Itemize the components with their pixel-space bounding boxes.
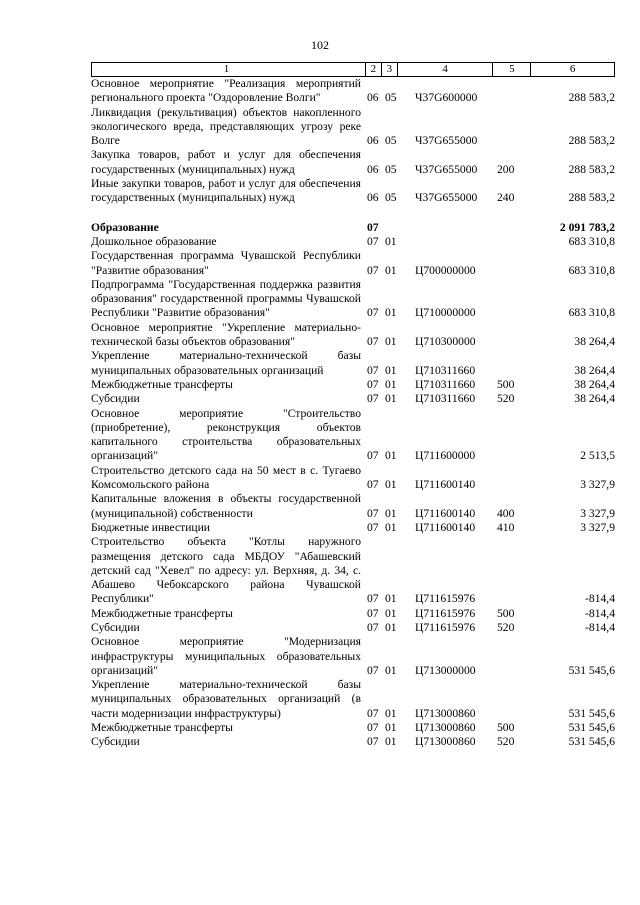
row-section-code: 07 bbox=[367, 449, 379, 463]
row-name: Строительство детского сада на 50 мест в с. Тугаево Комсомольского района bbox=[91, 463, 361, 492]
row-subsection-code: 01 bbox=[385, 735, 397, 749]
row-section-code: 07 bbox=[367, 506, 379, 520]
table-row bbox=[91, 278, 615, 321]
row-target-article: Ц713000860 bbox=[415, 721, 476, 735]
row-amount: 531 545,6 bbox=[568, 721, 615, 735]
row-name: Укрепление материально-технической базы муниципальных образовательных организаций (в части модернизации инфраструктуры) bbox=[91, 678, 361, 720]
table-row bbox=[91, 407, 615, 464]
row-name: Межбюджетные трансферты bbox=[91, 377, 233, 391]
row-amount: 683 310,8 bbox=[568, 234, 615, 248]
row-name: Государственная программа Чувашской Республики "Развитие образования" bbox=[91, 249, 361, 277]
table-row bbox=[91, 721, 615, 735]
row-amount: 38 264,4 bbox=[574, 377, 615, 391]
table-row bbox=[91, 148, 615, 177]
row-subsection-code: 05 bbox=[385, 91, 397, 105]
row-expense-type: 520 bbox=[497, 620, 515, 634]
row-target-article: Ц711615976 bbox=[415, 606, 476, 620]
row-expense-type: 240 bbox=[497, 191, 515, 205]
row-subsection-code: 01 bbox=[385, 377, 397, 391]
row-name: Межбюджетные трансферты bbox=[91, 721, 233, 735]
row-amount: 683 310,8 bbox=[568, 306, 615, 320]
row-name: Бюджетные инвестиции bbox=[91, 520, 211, 534]
table-row bbox=[91, 535, 615, 606]
row-section-code: 07 bbox=[367, 263, 379, 277]
row-target-article: Ц710311660 bbox=[415, 392, 476, 406]
header-col-6: 6 bbox=[530, 63, 614, 76]
header-col-2: 2 bbox=[365, 63, 381, 76]
row-name: Субсидии bbox=[91, 392, 140, 406]
row-subsection-code: 01 bbox=[385, 449, 397, 463]
row-expense-type: 500 bbox=[497, 606, 515, 620]
row-name: Субсидии bbox=[91, 620, 140, 634]
row-expense-type: 520 bbox=[497, 735, 515, 749]
row-expense-type: 200 bbox=[497, 162, 515, 176]
row-subsection-code: 01 bbox=[385, 706, 397, 720]
row-name: Образование bbox=[91, 220, 159, 234]
row-name: Дошкольное образование bbox=[91, 234, 217, 248]
row-expense-type: 400 bbox=[497, 506, 515, 520]
row-target-article: Ч37G600000 bbox=[415, 91, 478, 105]
row-section-code: 07 bbox=[367, 721, 379, 735]
row-target-article: Ц710300000 bbox=[415, 335, 476, 349]
table-row bbox=[91, 106, 615, 149]
table-row bbox=[91, 621, 615, 635]
row-target-article: Ц711615976 bbox=[415, 592, 476, 606]
row-amount: 288 583,2 bbox=[568, 91, 615, 105]
row-expense-type: 410 bbox=[497, 520, 515, 534]
table-row bbox=[91, 321, 615, 350]
row-amount: 38 264,4 bbox=[574, 392, 615, 406]
row-name: Строительство объекта "Котлы наружного размещения детского сада МБДОУ "Абашевский детский сад "Хевел" по адресу: ул. Верхняя, д. 34, с. Абашево Чебоксарского района Чувашской Республики" bbox=[91, 535, 361, 606]
table-row bbox=[91, 678, 615, 721]
table-row bbox=[91, 249, 615, 278]
row-expense-type: 500 bbox=[497, 377, 515, 391]
row-subsection-code: 05 bbox=[385, 191, 397, 205]
row-section-code: 07 bbox=[367, 220, 379, 234]
row-section-code: 07 bbox=[367, 735, 379, 749]
row-name: Основное мероприятие "Строительство (приобретение), реконструкция объектов капитального строительства образовательных организаций" bbox=[91, 406, 361, 463]
row-amount: 531 545,6 bbox=[568, 735, 615, 749]
row-section-code: 07 bbox=[367, 377, 379, 391]
row-name: Основное мероприятие "Укрепление материально-технической базы объектов образования" bbox=[91, 320, 361, 349]
row-section-code: 07 bbox=[367, 392, 379, 406]
table-row bbox=[91, 492, 615, 521]
row-target-article: Ц710311660 bbox=[415, 363, 476, 377]
row-section-code: 06 bbox=[367, 162, 379, 176]
row-target-article: Ч37G655000 bbox=[415, 191, 478, 205]
table-row bbox=[91, 464, 615, 493]
row-subsection-code: 01 bbox=[385, 392, 397, 406]
table-row bbox=[91, 735, 615, 749]
row-amount: 288 583,2 bbox=[568, 134, 615, 148]
row-subsection-code: 01 bbox=[385, 506, 397, 520]
row-target-article: Ц713000000 bbox=[415, 663, 476, 677]
row-amount: 2 091 783,2 bbox=[559, 220, 615, 234]
row-subsection-code: 01 bbox=[385, 234, 397, 248]
row-target-article: Ц711600140 bbox=[415, 520, 476, 534]
row-name: Основное мероприятие "Модернизация инфраструктуры муниципальных образовательных организаций" bbox=[91, 635, 361, 677]
row-amount: 2 513,5 bbox=[580, 449, 615, 463]
row-amount: 3 327,9 bbox=[580, 506, 615, 520]
row-name: Укрепление материально-технической базы муниципальных образовательных организаций bbox=[91, 349, 361, 377]
budget-table bbox=[91, 62, 615, 750]
table-header bbox=[91, 62, 615, 77]
row-expense-type: 500 bbox=[497, 721, 515, 735]
table-row bbox=[91, 392, 615, 406]
row-amount: 531 545,6 bbox=[568, 706, 615, 720]
row-section-code: 07 bbox=[367, 363, 379, 377]
row-subsection-code: 01 bbox=[385, 363, 397, 377]
row-name: Закупка товаров, работ и услуг для обеспечения государственных (муниципальных) нужд bbox=[91, 148, 361, 176]
row-target-article: Ц711615976 bbox=[415, 620, 476, 634]
table-row bbox=[91, 378, 615, 392]
row-name: Субсидии bbox=[91, 735, 140, 749]
row-subsection-code: 01 bbox=[385, 478, 397, 492]
row-target-article: Ц711600140 bbox=[415, 478, 476, 492]
row-expense-type: 520 bbox=[497, 392, 515, 406]
row-subsection-code: 05 bbox=[385, 134, 397, 148]
row-name: Межбюджетные трансферты bbox=[91, 606, 233, 620]
row-target-article: Ч37G655000 bbox=[415, 162, 478, 176]
row-target-article: Ц713000860 bbox=[415, 706, 476, 720]
row-amount: 38 264,4 bbox=[574, 363, 615, 377]
row-section-code: 07 bbox=[367, 234, 379, 248]
row-section-code: 07 bbox=[367, 706, 379, 720]
row-name: Подпрограмма "Государственная поддержка развития образования" государственной программы Чувашской Республики "Развитие образования" bbox=[91, 277, 361, 320]
row-amount: -814,4 bbox=[585, 620, 615, 634]
row-amount: -814,4 bbox=[585, 606, 615, 620]
row-name: Основное мероприятие "Реализация мероприятий регионального проекта "Оздоровление Волги" bbox=[91, 77, 361, 105]
table-body bbox=[91, 77, 615, 750]
table-row bbox=[91, 635, 615, 678]
row-subsection-code: 01 bbox=[385, 620, 397, 634]
row-subsection-code: 01 bbox=[385, 721, 397, 735]
page-number: 102 bbox=[311, 38, 329, 52]
table-row bbox=[91, 235, 615, 249]
row-subsection-code: 01 bbox=[385, 335, 397, 349]
row-amount: 3 327,9 bbox=[580, 520, 615, 534]
row-amount: 288 583,2 bbox=[568, 162, 615, 176]
row-target-article: Ц700000000 bbox=[415, 263, 476, 277]
row-amount: 683 310,8 bbox=[568, 263, 615, 277]
row-target-article: Ч37G655000 bbox=[415, 134, 478, 148]
row-name: Капитальные вложения в объекты государственной (муниципальной) собственности bbox=[91, 492, 361, 520]
table-row bbox=[91, 607, 615, 621]
table-row bbox=[91, 221, 615, 235]
table-row bbox=[91, 521, 615, 535]
row-subsection-code: 01 bbox=[385, 663, 397, 677]
row-section-code: 06 bbox=[367, 91, 379, 105]
row-target-article: Ц713000860 bbox=[415, 735, 476, 749]
row-target-article: Ц710000000 bbox=[415, 306, 476, 320]
row-subsection-code: 05 bbox=[385, 162, 397, 176]
table-row bbox=[91, 77, 615, 106]
header-col-1: 1 bbox=[223, 63, 230, 75]
row-subsection-code: 01 bbox=[385, 306, 397, 320]
row-target-article: Ц711600140 bbox=[415, 506, 476, 520]
row-section-code: 07 bbox=[367, 306, 379, 320]
row-name: Иные закупки товаров, работ и услуг для обеспечения государственных (муниципальных) нужд bbox=[91, 177, 361, 205]
row-amount: 38 264,4 bbox=[574, 335, 615, 349]
row-section-code: 07 bbox=[367, 478, 379, 492]
header-col-3: 3 bbox=[381, 63, 397, 76]
row-section-code: 07 bbox=[367, 335, 379, 349]
row-section-code: 07 bbox=[367, 592, 379, 606]
row-section-code: 06 bbox=[367, 134, 379, 148]
table-row bbox=[91, 177, 615, 206]
table-row bbox=[91, 349, 615, 378]
row-subsection-code: 01 bbox=[385, 592, 397, 606]
row-amount: 288 583,2 bbox=[568, 191, 615, 205]
row-amount: -814,4 bbox=[585, 592, 615, 606]
row-section-code: 06 bbox=[367, 191, 379, 205]
row-amount: 531 545,6 bbox=[568, 663, 615, 677]
row-amount: 3 327,9 bbox=[580, 478, 615, 492]
row-section-code: 07 bbox=[367, 606, 379, 620]
header-col-5: 5 bbox=[492, 63, 530, 76]
row-section-code: 07 bbox=[367, 620, 379, 634]
row-section-code: 07 bbox=[367, 520, 379, 534]
row-target-article: Ц710311660 bbox=[415, 377, 476, 391]
row-target-article: Ц711600000 bbox=[415, 449, 476, 463]
row-name: Ликвидация (рекультивация) объектов накопленного экологического вреда, представляющих угрозу реке Волге bbox=[91, 105, 361, 148]
row-subsection-code: 01 bbox=[385, 606, 397, 620]
row-section-code: 07 bbox=[367, 663, 379, 677]
row-subsection-code: 01 bbox=[385, 520, 397, 534]
header-col-4: 4 bbox=[397, 63, 493, 76]
row-subsection-code: 01 bbox=[385, 263, 397, 277]
